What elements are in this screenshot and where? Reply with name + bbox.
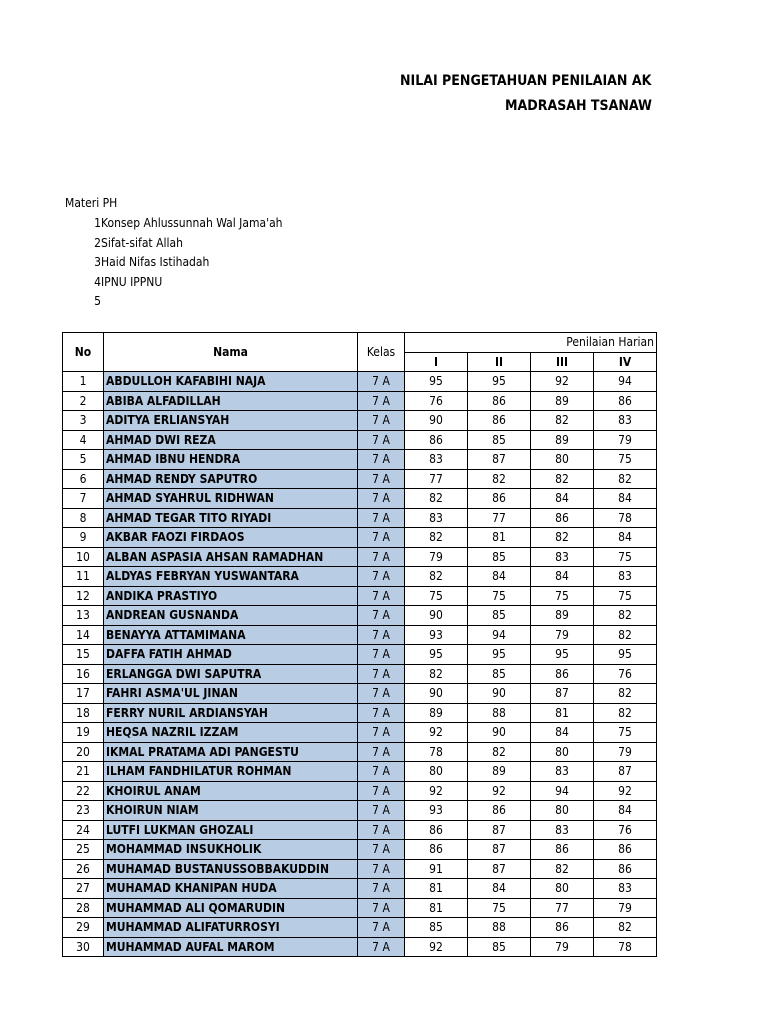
- cell-ph-4: 95: [594, 645, 657, 665]
- cell-kelas: 7 A: [358, 450, 405, 470]
- cell-ph-2: 86: [468, 391, 531, 411]
- cell-ph-2: 89: [468, 762, 531, 782]
- cell-ph-4: 86: [594, 859, 657, 879]
- table-row: [63, 840, 657, 860]
- cell-ph-2: 77: [468, 508, 531, 528]
- materi-number: 1: [94, 216, 101, 230]
- cell-ph-3: 89: [531, 606, 594, 626]
- cell-no: 4: [63, 430, 104, 450]
- cell-ph-3: 83: [531, 762, 594, 782]
- materi-number: 4: [94, 274, 101, 289]
- cell-ph-2: 94: [468, 625, 531, 645]
- cell-kelas: 7 A: [358, 586, 405, 606]
- materi-text: IPNU IPPNU: [101, 274, 163, 289]
- cell-kelas: 7 A: [358, 508, 405, 528]
- cell-ph-3: 75: [531, 586, 594, 606]
- table-row: [63, 742, 657, 762]
- table-row: [63, 879, 657, 899]
- cell-ph-1: 81: [405, 898, 468, 918]
- cell-no: 17: [63, 684, 104, 704]
- header-no: No: [63, 333, 104, 372]
- cell-ph-4: 79: [594, 430, 657, 450]
- header-ph-1: I: [405, 352, 468, 372]
- header-penilaian-harian: Penilaian Harian: [405, 333, 657, 353]
- cell-ph-4: 94: [594, 372, 657, 392]
- cell-ph-4: 84: [594, 528, 657, 548]
- cell-no: 18: [63, 703, 104, 723]
- cell-kelas: 7 A: [358, 469, 405, 489]
- cell-ph-2: 85: [468, 937, 531, 957]
- cell-ph-2: 86: [468, 801, 531, 821]
- cell-ph-3: 89: [531, 391, 594, 411]
- cell-ph-2: 90: [468, 684, 531, 704]
- cell-no: 7: [63, 489, 104, 509]
- cell-ph-1: 75: [405, 586, 468, 606]
- table-row: [63, 820, 657, 840]
- cell-ph-1: 92: [405, 937, 468, 957]
- cell-ph-4: 76: [594, 664, 657, 684]
- materi-item: [63, 275, 162, 289]
- cell-ph-3: 86: [531, 664, 594, 684]
- cell-nama: KHOIRUN NIAM: [104, 801, 358, 821]
- cell-no: 2: [63, 391, 104, 411]
- cell-ph-4: 82: [594, 625, 657, 645]
- grades-table: [62, 332, 657, 957]
- cell-nama: MOHAMMAD INSUKHOLIK: [104, 840, 358, 860]
- table-row: [63, 801, 657, 821]
- cell-ph-1: 95: [405, 372, 468, 392]
- cell-no: 19: [63, 723, 104, 743]
- cell-ph-4: 82: [594, 684, 657, 704]
- cell-ph-1: 95: [405, 645, 468, 665]
- cell-ph-4: 84: [594, 489, 657, 509]
- cell-nama: AHMAD TEGAR TITO RIYADI: [104, 508, 358, 528]
- cell-ph-4: 75: [594, 547, 657, 567]
- cell-no: 1: [63, 372, 104, 392]
- cell-no: 23: [63, 801, 104, 821]
- cell-ph-4: 75: [594, 723, 657, 743]
- table-row: [63, 528, 657, 548]
- cell-ph-1: 82: [405, 489, 468, 509]
- cell-ph-2: 87: [468, 859, 531, 879]
- cell-no: 26: [63, 859, 104, 879]
- cell-ph-2: 86: [468, 411, 531, 431]
- page-clip-edge: [658, 0, 768, 1024]
- cell-kelas: 7 A: [358, 840, 405, 860]
- cell-no: 8: [63, 508, 104, 528]
- cell-ph-3: 82: [531, 528, 594, 548]
- cell-ph-2: 82: [468, 469, 531, 489]
- cell-ph-1: 86: [405, 430, 468, 450]
- cell-nama: AHMAD RENDY SAPUTRO: [104, 469, 358, 489]
- table-row: [63, 606, 657, 626]
- cell-ph-3: 80: [531, 450, 594, 470]
- cell-ph-1: 86: [405, 820, 468, 840]
- cell-ph-3: 95: [531, 645, 594, 665]
- cell-no: 3: [63, 411, 104, 431]
- cell-ph-2: 87: [468, 450, 531, 470]
- cell-kelas: 7 A: [358, 781, 405, 801]
- cell-ph-4: 75: [594, 450, 657, 470]
- table-row: [63, 508, 657, 528]
- cell-no: 11: [63, 567, 104, 587]
- cell-nama: ANDREAN GUSNANDA: [104, 606, 358, 626]
- cell-nama: ANDIKA PRASTIYO: [104, 586, 358, 606]
- cell-ph-1: 79: [405, 547, 468, 567]
- cell-kelas: 7 A: [358, 411, 405, 431]
- cell-ph-3: 80: [531, 801, 594, 821]
- table-row: [63, 450, 657, 470]
- cell-ph-4: 82: [594, 918, 657, 938]
- cell-nama: KHOIRUL ANAM: [104, 781, 358, 801]
- cell-kelas: 7 A: [358, 918, 405, 938]
- cell-no: 27: [63, 879, 104, 899]
- materi-number: 2: [94, 235, 101, 250]
- cell-no: 12: [63, 586, 104, 606]
- cell-ph-1: 90: [405, 606, 468, 626]
- cell-ph-2: 75: [468, 898, 531, 918]
- table-row: [63, 489, 657, 509]
- cell-no: 21: [63, 762, 104, 782]
- cell-no: 9: [63, 528, 104, 548]
- materi-number: 3: [94, 255, 101, 269]
- cell-ph-3: 84: [531, 489, 594, 509]
- cell-ph-4: 78: [594, 937, 657, 957]
- cell-ph-4: 82: [594, 703, 657, 723]
- materi-item: [63, 294, 101, 308]
- cell-ph-4: 86: [594, 391, 657, 411]
- cell-ph-3: 87: [531, 684, 594, 704]
- cell-ph-1: 90: [405, 684, 468, 704]
- table-row: [63, 567, 657, 587]
- materi-number: 5: [94, 294, 101, 308]
- cell-no: 24: [63, 820, 104, 840]
- document-title: NILAI PENGETAHUAN PENILAIAN AK: [400, 73, 652, 89]
- cell-nama: MUHAMMAD ALIFATURROSYI: [104, 918, 358, 938]
- table-row: [63, 918, 657, 938]
- cell-ph-3: 89: [531, 430, 594, 450]
- cell-nama: ILHAM FANDHILATUR ROHMAN: [104, 762, 358, 782]
- cell-nama: ALDYAS FEBRYAN YUSWANTARA: [104, 567, 358, 587]
- table-row: [63, 684, 657, 704]
- table-row: [63, 372, 657, 392]
- table-row: [63, 664, 657, 684]
- cell-no: 25: [63, 840, 104, 860]
- cell-no: 22: [63, 781, 104, 801]
- cell-kelas: 7 A: [358, 567, 405, 587]
- cell-ph-2: 95: [468, 372, 531, 392]
- cell-ph-2: 87: [468, 840, 531, 860]
- cell-no: 16: [63, 664, 104, 684]
- cell-ph-2: 90: [468, 723, 531, 743]
- cell-ph-3: 79: [531, 937, 594, 957]
- cell-kelas: 7 A: [358, 664, 405, 684]
- cell-ph-3: 86: [531, 918, 594, 938]
- cell-ph-2: 92: [468, 781, 531, 801]
- cell-ph-2: 85: [468, 547, 531, 567]
- cell-ph-4: 76: [594, 820, 657, 840]
- table-row: [63, 547, 657, 567]
- materi-text: Haid Nifas Istihadah: [101, 255, 210, 269]
- cell-nama: ALBAN ASPASIA AHSAN RAMADHAN: [104, 547, 358, 567]
- cell-ph-4: 82: [594, 469, 657, 489]
- cell-ph-1: 91: [405, 859, 468, 879]
- cell-ph-1: 76: [405, 391, 468, 411]
- cell-ph-3: 82: [531, 859, 594, 879]
- cell-kelas: 7 A: [358, 645, 405, 665]
- cell-nama: AHMAD DWI REZA: [104, 430, 358, 450]
- grades-table-body: [63, 372, 657, 957]
- table-row: [63, 859, 657, 879]
- cell-no: 6: [63, 469, 104, 489]
- table-row: [63, 586, 657, 606]
- cell-ph-1: 89: [405, 703, 468, 723]
- cell-ph-4: 83: [594, 411, 657, 431]
- cell-kelas: 7 A: [358, 430, 405, 450]
- cell-kelas: 7 A: [358, 801, 405, 821]
- cell-ph-3: 86: [531, 508, 594, 528]
- materi-item: [63, 216, 283, 230]
- cell-no: 13: [63, 606, 104, 626]
- cell-nama: LUTFI LUKMAN GHOZALI: [104, 820, 358, 840]
- table-row: [63, 625, 657, 645]
- cell-kelas: 7 A: [358, 625, 405, 645]
- cell-ph-4: 86: [594, 840, 657, 860]
- cell-ph-1: 82: [405, 664, 468, 684]
- table-row: [63, 781, 657, 801]
- cell-nama: IKMAL PRATAMA ADI PANGESTU: [104, 742, 358, 762]
- cell-kelas: 7 A: [358, 820, 405, 840]
- cell-no: 14: [63, 625, 104, 645]
- cell-ph-3: 77: [531, 898, 594, 918]
- cell-ph-3: 82: [531, 411, 594, 431]
- cell-ph-4: 75: [594, 586, 657, 606]
- header-ph-2: II: [468, 352, 531, 372]
- table-row: [63, 898, 657, 918]
- cell-ph-4: 83: [594, 567, 657, 587]
- cell-ph-2: 84: [468, 567, 531, 587]
- cell-kelas: 7 A: [358, 879, 405, 899]
- cell-no: 10: [63, 547, 104, 567]
- cell-kelas: 7 A: [358, 723, 405, 743]
- cell-ph-2: 85: [468, 606, 531, 626]
- cell-no: 5: [63, 450, 104, 470]
- cell-ph-2: 84: [468, 879, 531, 899]
- cell-ph-3: 81: [531, 703, 594, 723]
- cell-ph-4: 79: [594, 898, 657, 918]
- table-row: [63, 391, 657, 411]
- cell-ph-1: 78: [405, 742, 468, 762]
- header-ph-3: III: [531, 352, 594, 372]
- cell-ph-1: 80: [405, 762, 468, 782]
- cell-ph-3: 86: [531, 840, 594, 860]
- cell-kelas: 7 A: [358, 703, 405, 723]
- cell-ph-2: 85: [468, 664, 531, 684]
- cell-ph-1: 85: [405, 918, 468, 938]
- cell-ph-2: 81: [468, 528, 531, 548]
- cell-kelas: 7 A: [358, 391, 405, 411]
- cell-ph-1: 82: [405, 528, 468, 548]
- cell-kelas: 7 A: [358, 528, 405, 548]
- cell-ph-2: 86: [468, 489, 531, 509]
- materi-text: Konsep Ahlussunnah Wal Jama'ah: [101, 216, 283, 230]
- cell-ph-3: 83: [531, 820, 594, 840]
- cell-nama: ABIBA ALFADILLAH: [104, 391, 358, 411]
- cell-ph-2: 85: [468, 430, 531, 450]
- table-row: [63, 411, 657, 431]
- cell-ph-4: 84: [594, 801, 657, 821]
- table-row: [63, 723, 657, 743]
- cell-nama: HEQSA NAZRIL IZZAM: [104, 723, 358, 743]
- cell-kelas: 7 A: [358, 937, 405, 957]
- cell-nama: ADITYA ERLIANSYAH: [104, 411, 358, 431]
- cell-kelas: 7 A: [358, 762, 405, 782]
- cell-ph-1: 93: [405, 801, 468, 821]
- cell-ph-3: 83: [531, 547, 594, 567]
- cell-kelas: 7 A: [358, 898, 405, 918]
- cell-nama: MUHAMMAD ALI QOMARUDIN: [104, 898, 358, 918]
- cell-ph-1: 82: [405, 567, 468, 587]
- cell-no: 20: [63, 742, 104, 762]
- cell-ph-3: 84: [531, 567, 594, 587]
- table-row: [63, 645, 657, 665]
- cell-nama: AKBAR FAOZI FIRDAOS: [104, 528, 358, 548]
- cell-kelas: 7 A: [358, 742, 405, 762]
- table-row: [63, 430, 657, 450]
- cell-ph-2: 87: [468, 820, 531, 840]
- cell-ph-4: 87: [594, 762, 657, 782]
- cell-nama: ABDULLOH KAFABIHI NAJA: [104, 372, 358, 392]
- cell-nama: DAFFA FATIH AHMAD: [104, 645, 358, 665]
- header-kelas: Kelas: [358, 333, 405, 372]
- table-row: [63, 703, 657, 723]
- cell-ph-3: 79: [531, 625, 594, 645]
- cell-ph-2: 88: [468, 703, 531, 723]
- cell-ph-1: 81: [405, 879, 468, 899]
- cell-ph-1: 86: [405, 840, 468, 860]
- materi-text: Sifat-sifat Allah: [101, 235, 183, 250]
- cell-ph-1: 83: [405, 450, 468, 470]
- cell-ph-1: 77: [405, 469, 468, 489]
- cell-ph-1: 92: [405, 781, 468, 801]
- document-subtitle: MADRASAH TSANAW: [505, 98, 652, 114]
- cell-ph-4: 82: [594, 606, 657, 626]
- cell-ph-1: 93: [405, 625, 468, 645]
- cell-ph-1: 90: [405, 411, 468, 431]
- cell-kelas: 7 A: [358, 489, 405, 509]
- header-ph-4: IV: [594, 352, 657, 372]
- materi-item: [63, 236, 183, 250]
- cell-no: 29: [63, 918, 104, 938]
- cell-nama: ERLANGGA DWI SAPUTRA: [104, 664, 358, 684]
- cell-ph-1: 92: [405, 723, 468, 743]
- cell-ph-1: 83: [405, 508, 468, 528]
- cell-nama: FERRY NURIL ARDIANSYAH: [104, 703, 358, 723]
- cell-ph-3: 94: [531, 781, 594, 801]
- cell-nama: MUHAMMAD AUFAL MAROM: [104, 937, 358, 957]
- cell-ph-3: 92: [531, 372, 594, 392]
- cell-ph-2: 95: [468, 645, 531, 665]
- cell-ph-3: 84: [531, 723, 594, 743]
- cell-ph-4: 83: [594, 879, 657, 899]
- materi-label: Materi PH: [65, 196, 118, 210]
- cell-nama: AHMAD IBNU HENDRA: [104, 450, 358, 470]
- cell-no: 28: [63, 898, 104, 918]
- table-row: [63, 762, 657, 782]
- cell-kelas: 7 A: [358, 606, 405, 626]
- cell-ph-2: 75: [468, 586, 531, 606]
- cell-kelas: 7 A: [358, 547, 405, 567]
- materi-item: [63, 255, 209, 269]
- cell-ph-4: 79: [594, 742, 657, 762]
- cell-ph-3: 80: [531, 879, 594, 899]
- cell-no: 30: [63, 937, 104, 957]
- cell-kelas: 7 A: [358, 684, 405, 704]
- cell-kelas: 7 A: [358, 372, 405, 392]
- cell-ph-2: 88: [468, 918, 531, 938]
- cell-ph-3: 80: [531, 742, 594, 762]
- cell-nama: MUHAMAD BUSTANUSSOBBAKUDDIN: [104, 859, 358, 879]
- cell-nama: BENAYYA ATTAMIMANA: [104, 625, 358, 645]
- cell-nama: FAHRI ASMA'UL JINAN: [104, 684, 358, 704]
- table-row: [63, 469, 657, 489]
- cell-ph-3: 82: [531, 469, 594, 489]
- cell-no: 15: [63, 645, 104, 665]
- cell-ph-2: 82: [468, 742, 531, 762]
- cell-kelas: 7 A: [358, 859, 405, 879]
- cell-ph-4: 78: [594, 508, 657, 528]
- cell-nama: MUHAMAD KHANIPAN HUDA: [104, 879, 358, 899]
- cell-nama: AHMAD SYAHRUL RIDHWAN: [104, 489, 358, 509]
- header-nama: Nama: [104, 333, 358, 372]
- cell-ph-4: 92: [594, 781, 657, 801]
- table-row: [63, 937, 657, 957]
